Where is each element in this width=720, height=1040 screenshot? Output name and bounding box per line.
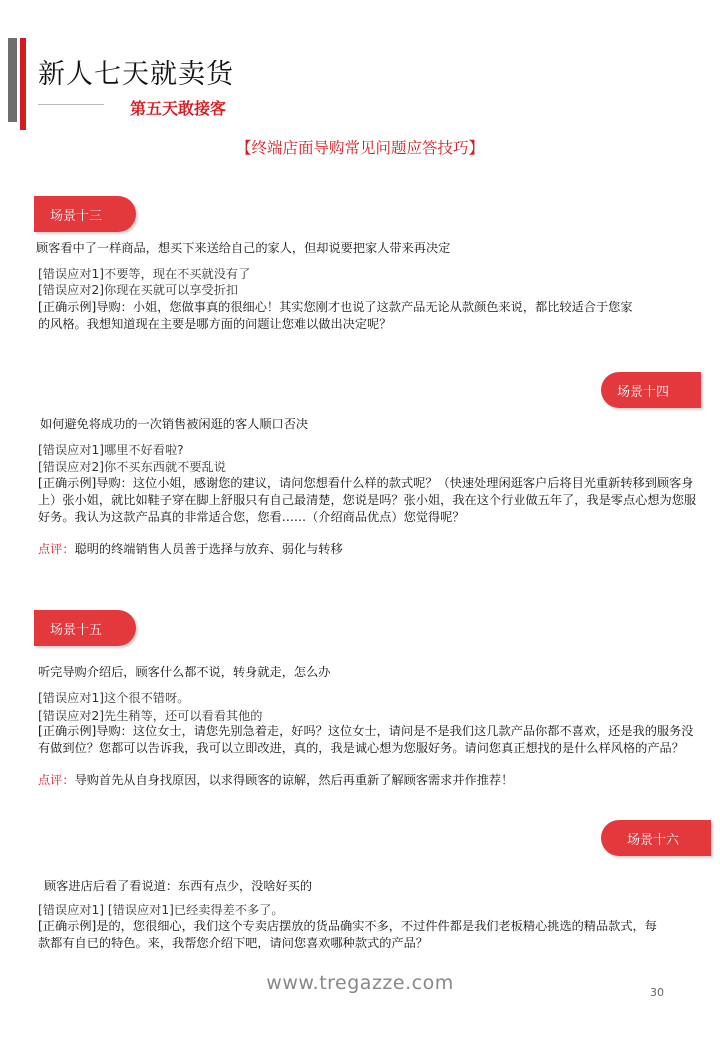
comment-text: 导购首先从自身找原因，以求得顾客的谅解，然后再重新了解顾客需求并作推荐！	[74, 773, 514, 787]
correct-example: [正确示例]导购：小姐，您做事真的很细心！其实您刚才也说了这款产品无论从款颜色来说，都比较适合于您家的风格。我想知道现在主要是哪方面的问题让您难以做出决定呢？	[38, 300, 633, 331]
scene-tag-label: 场景十六	[627, 832, 680, 848]
scene-question: 听完导购介绍后，顾客什么都不说，转身就走，怎么办	[38, 665, 331, 679]
watermark: www.tregazze.com	[266, 972, 454, 994]
scene-tag-14	[601, 372, 701, 408]
correct-example: [正确示例]导购：这位小姐，感谢您的建议，请问您想看什么样的款式呢？（快速处理闲逛客户后将目光重新转移到顾客身上）张小姐，就比如鞋子穿在脚上舒服只有自己最清楚，您说是吗？张小姐，我在这个行业做五年了，我是零点心想为您服好务。我认为这款产品真的非常适合您，您看……（介绍商品优点）您觉得呢？	[38, 476, 697, 524]
wrong-answer-2: [错误应对2]先生稍等，还可以看看其他的	[38, 709, 263, 723]
wrong-answer-1: [错误应对1]这个很不错呀。	[38, 691, 190, 705]
scene-question: 顾客进店后看了看说道：东西有点少，没啥好买的	[44, 879, 313, 893]
wrong-answer-2: [错误应对2]你不买东西就不要乱说	[38, 460, 226, 474]
sidebar-red-bar	[20, 38, 26, 130]
page-number: 30	[650, 986, 664, 999]
scene-tag-13	[34, 196, 136, 232]
wrong-answer-1: [错误应对1]不要等，现在不买就没有了	[38, 267, 251, 281]
scene-question: 如何避免将成功的一次销售被闲逛的客人顺口否决	[40, 417, 309, 431]
correct-example: [正确示例]是的，您很细心，我们这个专卖店摆放的货品确实不多，不过件件都是我们老板精心挑选的精品款式，每款都有自已的特色。来，我帮您介绍下吧，请问您喜欢哪种款式的产品？	[38, 919, 657, 950]
title-rule	[38, 104, 104, 105]
scene-tag-label: 场景十三	[50, 208, 103, 224]
comment	[38, 772, 513, 789]
sidebar-gray-bar	[8, 38, 17, 122]
scene-tag-15	[34, 610, 136, 646]
scene-tag-label: 场景十四	[617, 384, 670, 400]
page-subtitle: 第五天敢接客	[130, 99, 227, 118]
comment-label: 点评：	[38, 773, 75, 787]
comment-text: 聪明的终端销售人员善于选择与放弃、弱化与转移	[74, 542, 343, 556]
page-title: 新人七天就卖货	[38, 59, 234, 90]
wrong-answer-1: [错误应对1] [错误应对1]已经卖得差不多了。	[38, 903, 284, 917]
scene-tag-16	[601, 820, 711, 856]
comment	[38, 541, 343, 558]
wrong-answer-1: [错误应对1]哪里不好看啦?	[38, 443, 184, 457]
section-heading: 【终端店面导购常见问题应答技巧】	[235, 139, 484, 157]
wrong-answer-2: [错误应对2]你现在买就可以享受折扣	[38, 283, 239, 297]
correct-example: [正确示例]导购：这位女士，请您先别急着走，好吗？这位女士，请问是不是我们这几款产品你都不喜欢，还是我的服务没有做到位？您都可以告诉我，我可以立即改进，真的，我是诚心想为您服好务。请问您真正想找的是什么样风格的产品？	[38, 724, 694, 755]
comment-label: 点评：	[38, 542, 75, 556]
scene-tag-label: 场景十五	[50, 622, 103, 638]
scene-question: 顾客看中了一样商品，想买下来送给自己的家人，但却说要把家人带来再决定	[36, 241, 451, 255]
